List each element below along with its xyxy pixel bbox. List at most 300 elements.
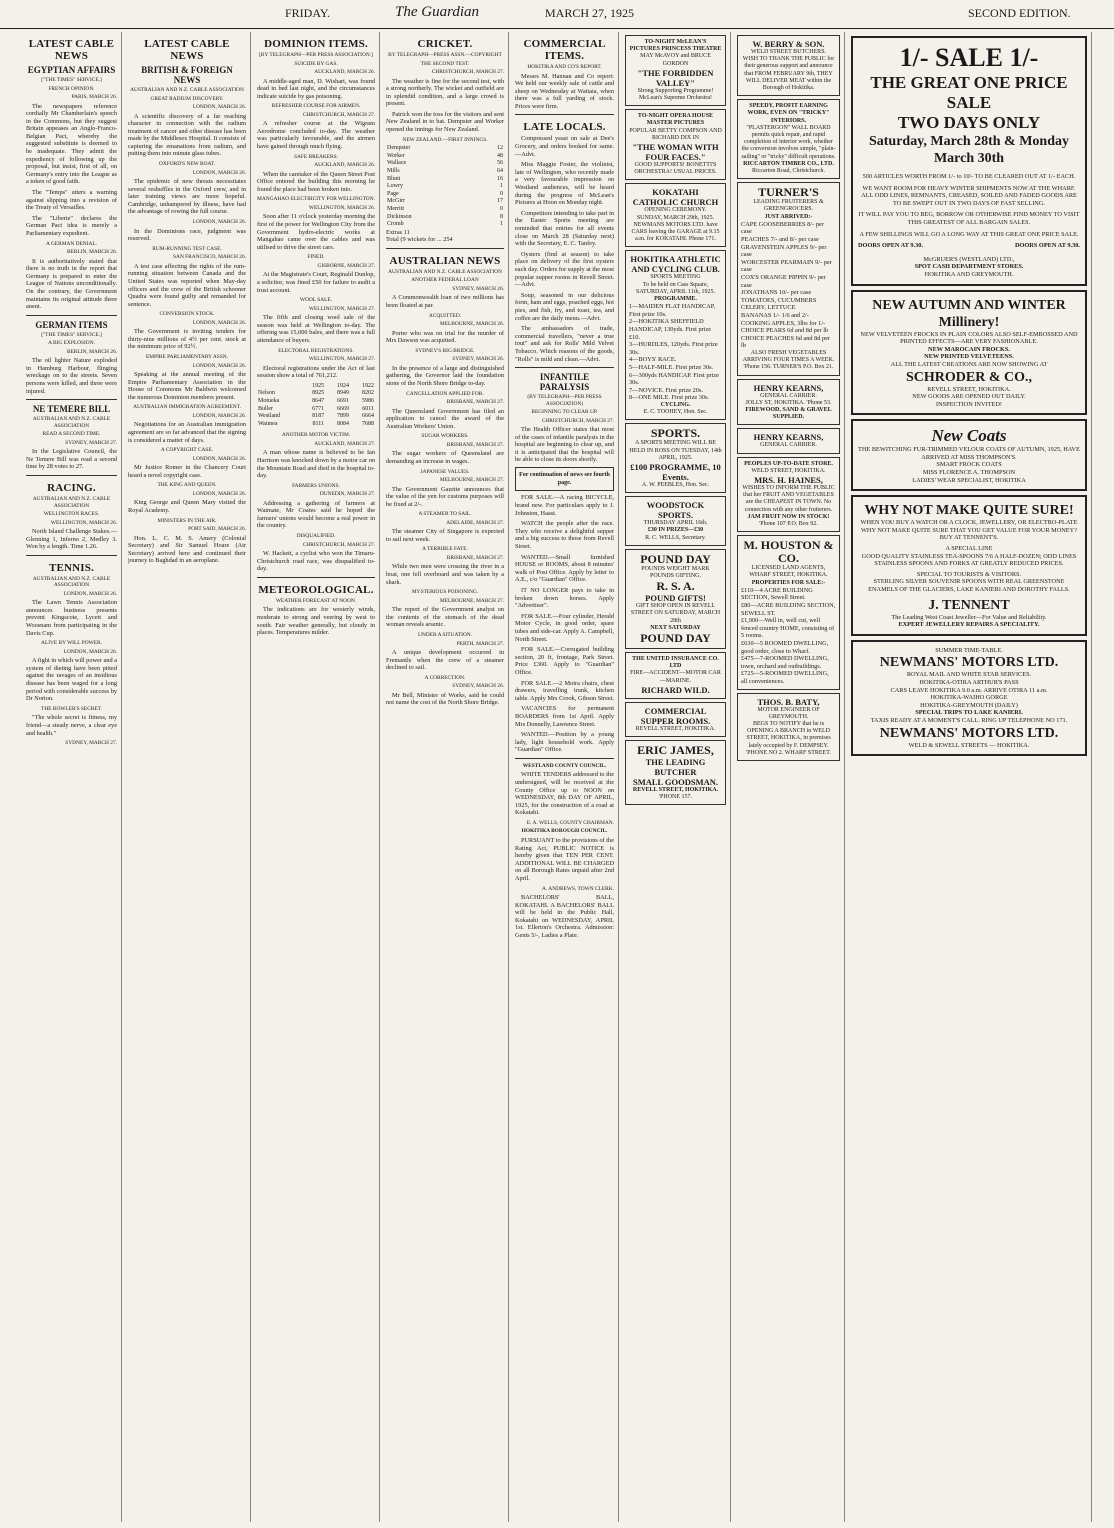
- table-cell: McGirr: [387, 198, 405, 205]
- motor-subhead: ANOTHER MOTOR VICTIM.: [281, 432, 351, 439]
- king-dateline: LONDON, MARCH 26.: [192, 490, 246, 497]
- masthead: [0, 0, 1114, 29]
- list-item: WORCESTER PEARMAIN 9/- per case: [741, 258, 832, 274]
- table-row: [386, 153, 504, 161]
- airmen-subhead: REFRESHER COURSE FOR AIRMEN.: [271, 103, 361, 110]
- kearns2-heading: HENRY KEARNS,: [753, 432, 824, 443]
- newmans-address: WELD & SEWELL STREETS — HOKITIKA.: [908, 741, 1030, 749]
- egypt-subhead: FRENCH OPINION.: [48, 85, 95, 92]
- turners-subhead: LEADING FRUITERERS & GREENGROCERS.: [753, 199, 824, 213]
- list-item: GRAVENSTEIN APPLES 9/- per case: [741, 243, 827, 259]
- table-cell: 0: [500, 205, 503, 212]
- mclean-pictures-ad: [625, 35, 726, 106]
- article-paragraph: Compressed yeast on sale at Dee's Grocery, and orders booked for same.—Advt.: [515, 135, 614, 158]
- electoral-subhead: ELECTORAL REGISTRATIONS.: [278, 347, 354, 354]
- kearns-heading: HENRY KEARNS,: [753, 382, 824, 393]
- denial-dateline: BERLIN, MARCH 26.: [66, 249, 117, 256]
- divider: [26, 315, 117, 316]
- article-paragraph: Electoral registrations under the Act of last session show a total of 761,212.: [257, 364, 375, 380]
- article-paragraph: The indications are for westerly winds, moderate to strong and veering by west to south. Fair weather generally, but cloudy in places. Temperatures milder.: [257, 606, 375, 637]
- insurance-subhead: FIRE—ACCIDENT—MOTOR CAR—MARINE.: [630, 670, 721, 684]
- article-paragraph: Addressing a gathering of farmers at Waimate, Mr Coates said he hoped the farmers' unions would become a real power in the country.: [257, 499, 375, 530]
- farmers-subhead: FARMERS UNIONS.: [292, 482, 340, 489]
- church-ad: [625, 183, 726, 247]
- houston-ad: [737, 535, 840, 689]
- coats-subhead: SMART FROCK COATS: [936, 461, 1002, 469]
- classified-ad: IT NO LONGER pays to take in broken down horses. Apply "Advertiser".: [515, 587, 614, 610]
- schroder-note: NEW GOODS ARE OPENED OUT DAILY.: [912, 393, 1026, 401]
- list-item: COX'S ORANGE PIPPIN 9/- per case: [741, 274, 826, 289]
- list-item: 8—ONE MILE. First prize 30s.: [629, 394, 710, 402]
- table-header-cell: 1925: [312, 382, 325, 389]
- column-4: [382, 32, 509, 1522]
- article-paragraph: W. Hackett, a cyclist who won the Timaru-Christchurch road race, was disqualified to-day.: [257, 550, 375, 573]
- baty-heading: THOS. B. BATY,: [757, 696, 820, 707]
- supper-subhead: REVELL STREET, HOKITIKA.: [635, 725, 716, 732]
- article-paragraph: Mr Bell, Minister of Works, said he could not name the cost of the North Shore Bridge.: [386, 691, 504, 707]
- situation-subhead: UNDER A SITUATION.: [417, 632, 473, 639]
- plastergon-heading: SPEEDY, PROFIT EARNING WORK, EVEN ON "TRICKY" INTERIORS.: [747, 103, 830, 124]
- church-body: NEWMANS MOTORS LTD. have CARS leaving the GARAGE at 9.15 a.m. for KOKATAHI. Phone 171.: [631, 221, 720, 243]
- kearns-note: FIREWOOD, SAND & GRAVEL SUPPLIED.: [745, 406, 832, 421]
- bowler-subhead: THE BOWLER'S SECRET.: [41, 705, 102, 712]
- table-cell: Wallace: [387, 160, 407, 167]
- millinery-body-1: NEW VELVETEEN FROCKS IN PLAIN COLORS ALSO SELF-EMBOSSED AND PRINTED EFFECTS—ARE VERY FASHIONABLE.: [860, 330, 1078, 346]
- turners-ad: [737, 182, 840, 375]
- table-cell: 8949: [337, 390, 350, 397]
- list-item: 5—HALF-MILE. First prize 30s.: [629, 364, 714, 372]
- list-item: £475—7-ROOMED DWELLING, town, orchard and outbuildings.: [741, 655, 829, 670]
- list-item: £725—5-ROOMED DWELLING, all conveniences.: [741, 670, 829, 685]
- eric-phone: 'PHONE 157.: [658, 794, 693, 801]
- special-heading: A SPECIAL LINE: [945, 545, 993, 553]
- table-header-cell: 1922: [362, 382, 374, 389]
- divider: [257, 577, 375, 578]
- council-signature: E. A. WELLS, COUNTY CHAIRMAN.: [526, 819, 614, 826]
- berry-heading: W. BERRY & SON.: [752, 39, 825, 49]
- table-cell: Motueka: [258, 397, 280, 404]
- tennis-credit: AUSTRALIAN AND N.Z. CABLE ASSOCIATION: [32, 575, 111, 589]
- immigration-dateline: LONDON, MARCH 26.: [192, 412, 246, 419]
- infant-subhead: BEGINNING TO CLEAR UP.: [531, 409, 598, 416]
- divider: [515, 758, 614, 759]
- tennent-expert: EXPERT JEWELLERY REPAIRS A SPECIALITY.: [898, 621, 1040, 629]
- plastergon-ad: [737, 99, 840, 179]
- mcgruer-subhead: SPOT CASH DEPARTMENT STORES.: [914, 263, 1024, 271]
- thompson-subhead: LADIES' WEAR SPECIALIST, HOKITIKA: [912, 476, 1026, 484]
- list-item: PEACHES 7/- and 8/- per case: [741, 236, 819, 244]
- article-paragraph: The fifth and closing wool sale of the season was held at Wellington to-day. The offering was 15,000 bales, and there was a full attendance of buyers.: [257, 314, 375, 344]
- special-body: GOOD QUALITY STAINLESS TEA-SPOONS 7/6 A HALF-DOZEN; ODD LINES STAINLESS SPOONS AND FORKS AT GREATLY REDUCED PRICES.: [861, 552, 1077, 568]
- heading-racing: RACING.: [47, 482, 96, 494]
- table-cell: 12: [497, 145, 503, 152]
- baty-subhead: MOTOR ENGINEER OF GREYMOUTH.: [757, 706, 820, 720]
- article-paragraph: The ambassadors of trade, commercial travellers, "never a true tout" and ask for Rolls' Mild Velvet Tobacco. Which reasons of the goods, "Rolls" is mild and clean.—Advt.: [515, 325, 614, 363]
- houston-property-list: [741, 587, 836, 686]
- why-body: WHEN YOU BUY A WATCH OR A CLOCK, JEWELLERY, OR ELECTRO-PLATE WHY NOT MAKE QUITE SURE THAT YOU GET VALUE FOR YOUR MONEY? BUY AT TENNENT'S.: [860, 519, 1078, 542]
- radium-dateline: LONDON, MARCH 26.: [192, 104, 246, 110]
- table-row: [257, 421, 375, 429]
- conversion-dateline: LONDON, MARCH 26.: [192, 319, 246, 326]
- tourist-body: STERLING SILVER SOUVENIR SPOONS WITH REAL GREENSTONE ENAMELS OF THE GLACIERS, LAKE KANIERI AND DOROTHY FALLS.: [868, 578, 1070, 593]
- houston-heading: M. HOUSTON & CO.: [743, 538, 834, 566]
- wool-subhead: WOOL SALE.: [299, 297, 333, 304]
- list-item: 7—NOVICE. First prize 20s.: [629, 386, 703, 394]
- list-item: 4—BOYS' RACE.: [629, 356, 677, 364]
- column-1: [22, 32, 122, 1522]
- opera-cast: POPULAR BETTY COMPSON AND RICHARD DIX IN: [629, 127, 722, 141]
- article-paragraph: A man whose name is believed to be Ian Harrison was knocked down by a motor car on the Mountain Road and died in the hospital to-day.: [257, 449, 375, 480]
- sydney-dateline: SYDNEY, MARCH 27.: [65, 740, 117, 747]
- tennent-ad: [851, 495, 1087, 636]
- col4-credit: BY TELEGRAPH—PRESS ASSN.—COPYRIGHT: [388, 52, 502, 58]
- table-row: [386, 221, 504, 229]
- article-paragraph: The Government Gazette announces that the value of the yen for customs purposes will be fixed at 2/-.: [386, 485, 504, 508]
- oxford-dateline: LONDON, MARCH 26.: [192, 169, 246, 176]
- newmans-bottom-heading: NEWMANS' MOTORS LTD.: [879, 725, 1059, 741]
- article-paragraph: The Lawn Tennis Association announces business presents prevent Kingscote, Lycett and Woosnam from participating in the Davis Cup.: [26, 599, 117, 637]
- table-cell: Dempster: [387, 145, 411, 152]
- table-row: [257, 390, 375, 398]
- article-paragraph: Oysters (find at season) to take place on delivery of the first oysters each day. Orders for supply at the most popular supper rooms in Revell Street.—Advt.: [515, 250, 614, 289]
- table-cell: Blunt: [387, 175, 401, 182]
- article-paragraph: North Island Challenge Stakes.—Glenning 1, Inferno 2, Medley 3. Won by a length. Time 1.26.: [26, 528, 117, 551]
- table-row: [257, 406, 375, 414]
- list-item: £630—5 ROOMED DWELLING, good order, close to Wharf.: [741, 639, 829, 655]
- classified-ad: FOR SALE.—Corrugated building section, 20 ft, frontage, Park Street. Price £360. Apply to "Guardian" Office.: [515, 646, 614, 676]
- waiho-heading: HOKITIKA-WAIHO GORGE: [930, 694, 1008, 702]
- immigration-subhead: AUSTRALIAN IMMIGRATION AGREEMENT.: [133, 404, 241, 411]
- athletic-secretary: E. C. TOOHEY, Hon. Sec.: [643, 409, 708, 416]
- oxford-subhead: OXFORD'S NEW BOAT.: [158, 161, 216, 168]
- infant-dateline: CHRISTCHURCH, MARCH 27.: [541, 417, 614, 424]
- tourist-heading: SPECIAL TO TOURISTS & VISITORS.: [916, 570, 1022, 578]
- racing-credit: AUSTRALIAN AND N.Z. CABLE ASSOCIATION: [32, 496, 111, 509]
- pictures-title: "THE FORBIDDEN VALLEY": [637, 67, 714, 88]
- millinery-body-3: NEW PRINTED VELVETEENS.: [924, 353, 1014, 361]
- column-5: [511, 32, 619, 1522]
- farmers-dateline: DUNEDIN, MARCH 27.: [319, 491, 375, 498]
- fined-dateline: GISBORNE, MARCH 27.: [317, 262, 375, 269]
- tennis-dateline: LONDON, MARCH 26.: [63, 590, 117, 597]
- newmans-timetable-ad: [851, 640, 1087, 756]
- correction-subhead: A CORRECTION.: [424, 674, 466, 681]
- haines-top: PEOPLES UP-TO-DATE STORE.: [744, 460, 833, 467]
- rum-subhead: RUM-RUNNING TEST CASE.: [152, 245, 222, 252]
- houston-forsale: PROPERTIES FOR SALE:-: [751, 579, 826, 586]
- poisoning-subhead: MYSTERIOUS POISONING.: [411, 589, 479, 596]
- divider: [386, 248, 504, 249]
- table-row: [386, 168, 504, 176]
- cancellation-dateline: BRISBANE, MARCH 27.: [446, 399, 504, 406]
- otira-body: CARS LEAVE HOKITIKA 9.0 a.m. ARRIVE OTIRA 11 a.m.: [890, 686, 1048, 694]
- article-paragraph: Soup, seasoned in our delicious form, ham and eggs, poached eggs, hot pies, and fish, fry, and toast, tea, and coffee are the daily menu.—Advt.: [515, 291, 614, 322]
- sale-doors: [858, 242, 1080, 250]
- heading-dominion: DOMINION ITEMS.: [264, 38, 368, 50]
- electoral-dateline: WELLINGTON, MARCH 27.: [308, 356, 375, 363]
- kearns-ad-2: [737, 428, 840, 453]
- turners-item-list: [741, 221, 836, 350]
- heading-commercial: COMMERCIAL ITEMS.: [523, 38, 606, 62]
- table-cell: 6011: [362, 405, 374, 412]
- bridge-dateline: SYDNEY, MARCH 26.: [452, 356, 504, 363]
- classified-ad: WANTED.—Small furnished HOUSE or ROOMS, about 8 minutes' walk of Post Office. Apply by letter to A.E., c/o "Guardian" Office.: [515, 553, 614, 584]
- haines-phone: 'Phone 107 P.O. Box 92.: [759, 521, 818, 527]
- continuation-note: [515, 467, 614, 491]
- church-date: SUNDAY, MARCH 29th, 1925.: [636, 214, 715, 221]
- ministers-dateline: PORT SAID, MARCH 26.: [188, 526, 246, 533]
- article-paragraph: Miss Maggie Foster, the violinist, late of Wellington, who recently made a very favourable impression on Westland audiences, will be heard during the progress of McLean's Pictures at Hoon on Monday night.: [515, 161, 614, 207]
- aus-credit: AUSTRALIAN AND N.Z. CABLE ASSOCIATION: [388, 268, 502, 275]
- rsa-heading: R. S. A.: [656, 579, 695, 594]
- article-paragraph: A refresher course at the Wigram Aerodrome concluded to-day. The weather was particularly favourable, and the airmen have gained through much flying.: [257, 120, 375, 151]
- athletic-heading: HOKITIKA ATHLETIC AND CYCLING CLUB.: [630, 254, 721, 275]
- eric-subhead: THE LEADING BUTCHER: [645, 757, 706, 778]
- electoral-table: [257, 383, 375, 429]
- classified-ad: FOR SALE.—Four cylinder, Herald Motor Cycle, in good order, spare tubes and side-car. Apply A. Campbell, North Street.: [515, 612, 614, 643]
- rum-dateline: SAN FRANCISCO, MARCH 26.: [173, 254, 246, 261]
- greymouth-heading: HOKITIKA-GREYMOUTH (DAILY): [920, 701, 1018, 709]
- otira-heading: HOKITIKA-OTIRA ARTHUR'S PASS: [919, 678, 1019, 686]
- table-cell: 6691: [337, 397, 350, 404]
- article-paragraph: The weather is fine for the second test, with a strong northerly. The wicket and outfield are in splendid condition, and a large crowd is present.: [386, 77, 504, 108]
- situation-dateline: PERTH, MARCH 27.: [456, 640, 504, 647]
- plastergon-body: "PLASTERGON" WALL BOARD permits quick repair, and rapid completion of interior work, whether the conversion involves simple, "plain-sailing" or "tricky" difficult operations.: [741, 124, 836, 160]
- list-item: JONATHANS 10/- per case: [741, 289, 812, 297]
- table-cell: Dickinson: [387, 213, 412, 220]
- woodstock-prize: £30 IN PRIZES—£30: [647, 527, 704, 534]
- article-paragraph: At the Magistrate's Court, Reginald Dunlop, a solicitor, was fined £50 for failure to audit a trust account.: [257, 271, 375, 294]
- german-credit: ["THE TIMES" SERVICE.]: [41, 331, 102, 338]
- pound-shop: GIFT SHOP OPEN IN REVELL STREET ON SATURDAY, MARCH 28th: [630, 603, 721, 624]
- copyright-subhead: A COPYRIGHT CASE.: [160, 447, 214, 454]
- eric-small: SMALL GOODSMAN.: [632, 777, 718, 788]
- special-trips: SPECIAL TRIPS TO LAKE KANIERI.: [915, 709, 1023, 717]
- fate-dateline: BRISBANE, MARCH 27.: [446, 554, 504, 561]
- table-cell: Mills: [387, 167, 400, 174]
- test-dateline: CHRISTCHURCH, MARCH 27.: [431, 69, 504, 75]
- insurance-heading: THE UNITED INSURANCE CO. LTD: [632, 656, 719, 670]
- turners-heading: TURNER'S: [758, 185, 819, 200]
- table-header-cell: [257, 383, 300, 391]
- table-cell: 16: [497, 175, 503, 182]
- article-paragraph: A test case affecting the rights of the rum-running situation between Canada and the United States was reported when May-day officers and the crew of the British schooner Quadra were found guilty and remanded for sentence.: [128, 262, 246, 308]
- suicide-dateline: AUCKLAND, MARCH 26.: [314, 69, 375, 75]
- sale-body-4: A FEW SHILLINGS WILL GO A LONG WAY AT THIS GREAT ONE PRICE SALE.: [859, 230, 1079, 238]
- athletic-ad: [625, 250, 726, 420]
- article-paragraph: The oil lighter Nature exploded in Hamburg Harbour, flinging wreckage on to the streets. Seven persons were killed, and three were injured.: [26, 357, 117, 395]
- pound-gifts: POUND GIFTS!: [645, 593, 706, 604]
- article-paragraph: A unique development occurred in Fremantle when the crew of a steamer declined to sail.: [386, 649, 504, 672]
- article-paragraph: The Health Officer states that most of the cases of infantile paralysis in the hospital are beginning to clear up, and it is anticipated that the hospital will be able to close its doors shortly.: [515, 426, 614, 464]
- classified-ad: FOR SALE.—2 Moira chairs, chest drawers, travelling trunk, kitchen table. Apply Mrs Crook, Gibson Street.: [515, 679, 614, 702]
- mcgruer-address: HOKITIKA AND GREYMOUTH.: [924, 270, 1014, 278]
- sale-doors-left: DOORS OPEN AT 9.30.: [858, 242, 924, 250]
- egypt-credit: ["THE TIMES" SERVICE.]: [41, 77, 102, 83]
- table-cell: Worker: [387, 152, 405, 159]
- article-paragraph: A middle-aged man, D. Wishart, was found dead in bed last night, and the circumstances indicate suicide by gas poisoning.: [257, 77, 375, 100]
- masthead-paper: The Guardian: [395, 4, 480, 20]
- sale-heading: 1/- SALE 1/-: [899, 43, 1039, 72]
- correction-dateline: SYDNEY, MARCH 26.: [452, 683, 504, 690]
- table-cell: Merritt: [387, 205, 404, 212]
- column-3: [253, 32, 380, 1522]
- heading-infantile: INFANTILE PARALYSIS: [539, 372, 590, 393]
- heading-cable-news: LATEST CABLE NEWS: [28, 38, 115, 62]
- article-paragraph: Competitors intending to take part in the Easter Sports meeting are reminded that entries for all events close on March 28 (Saturday next) with the Secretary, E. C. Tanfey.: [515, 209, 614, 248]
- supper-heading: COMMERCIAL SUPPER ROOMS.: [640, 705, 711, 726]
- weather-subhead: WEATHER FORECAST AT NOON.: [275, 597, 357, 604]
- council-heading: WESTLAND COUNTY COUNCIL.: [522, 762, 607, 769]
- alive-subhead: ALIVE BY WILL POWER.: [41, 640, 102, 647]
- table-cell: 7688: [362, 420, 374, 427]
- acquitted-dateline: MELBOURNE, MARCH 26.: [439, 321, 504, 328]
- list-item: CAPE GOOSEBERRIES 8/- per case: [741, 220, 824, 236]
- explosion-dateline: BERLIN, MARCH 26.: [66, 348, 117, 355]
- athletic-cycling: CYCLING.: [660, 401, 691, 408]
- loan-subhead: ANOTHER FEDERAL LOAN: [411, 277, 479, 284]
- opera-house-ad: [625, 109, 726, 180]
- turners-vegetables: ALSO FRESH VEGETABLES ARRIVING FOUR TIMES A WEEK.: [742, 349, 835, 364]
- insurance-ad: [625, 652, 726, 699]
- heading-late-locals: LATE LOCALS.: [523, 121, 606, 134]
- wool-dateline: WELLINGTON, MARCH 27.: [308, 305, 375, 312]
- notice-paragraph: WHITE TENDERS addressed to the undersigned, will be received at the County Office up to NOON on WEDNESDAY, 8th DAY OF APRIL, 1925, for the construction of a road at Kokatahi.: [515, 771, 614, 817]
- loan-dateline: SYDNEY, MARCH 26.: [452, 285, 504, 292]
- berry-ad: [737, 35, 840, 96]
- haines-ad: [737, 457, 840, 533]
- divider: [26, 475, 117, 476]
- table-cell: 8202: [362, 390, 374, 397]
- table-cell: Cromb: [387, 221, 404, 228]
- pictures-cast: MAY McAVOY and BRUCE GORDON: [640, 53, 711, 67]
- column-7: [733, 32, 845, 1522]
- athletic-programme: PROGRAMME.: [654, 296, 697, 303]
- sports-ad: [625, 423, 726, 493]
- taxis: TAXIS READY AT A MOMENT'S CALL. RING UP TELEPHONE NO 171.: [870, 716, 1068, 724]
- list-item: CHOICE PEACHES 6d and 8d per lb: [741, 334, 831, 350]
- cancellation-subhead: CANCELLATION APPLIED FOR.: [406, 390, 484, 397]
- list-item: 6—300yds HANDICAP. First prize 30s.: [629, 371, 719, 387]
- classified-ad: FOR SALE.—A racing BICYCLE, brand new. For particulars apply to J. Johnston, Haast.: [515, 494, 614, 517]
- berry-body: WISH TO THANK THE PUBLIC for their generous support and announce that FROM FEBRUARY 9th, THEY WILL DELIVER MEAT within the Borough of Hokitika.: [742, 56, 835, 92]
- borough-heading: HOKITIKA BOROUGH COUNCIL.: [521, 828, 608, 835]
- empire-dateline: LONDON, MARCH 26.: [192, 362, 246, 369]
- table-cell: 8: [500, 213, 503, 220]
- racing-dateline: WELLINGTON, MARCH 26.: [50, 519, 117, 526]
- table-cell: 8647: [312, 397, 325, 404]
- article-paragraph: "The whole secret is fitness, my friend—a steady nerve, a clear eye and health.": [26, 714, 117, 737]
- new-coats-ad: [851, 419, 1087, 491]
- electricity-subhead: MANGAHAO ELECTRICITY FOR WELLINGTON.: [257, 196, 375, 203]
- opera-title: "THE WOMAN WITH FOUR FACES.": [632, 142, 719, 163]
- table-cell: 7899: [337, 413, 350, 420]
- newmans-subhead: ROYAL MAIL AND WHITE STAR SERVICES.: [906, 671, 1032, 679]
- table-cell: Buller: [258, 405, 273, 412]
- list-item: COOKING APPLES, 3lbs for 1/-: [741, 319, 826, 327]
- sports-heading: SPORTS.: [650, 426, 701, 441]
- millinery-body-4: ALL THE LATEST CREATIONS ARE NOW SHOWING AT: [890, 360, 1048, 368]
- article-paragraph: It is authoritatively stated that there is no truth in the report that Germany is prepared to enter the League of Nations unconditionally. On the contrary, the Government maintains its original attitude there anent.: [26, 257, 117, 311]
- table-row: [386, 145, 504, 153]
- explosion-subhead: A BIG EXPLOSION.: [48, 340, 95, 347]
- classified-ad: WATCH the people after the race. They who receive a delightful supper and a big success to those from Revell Street.: [515, 520, 614, 551]
- tennent-heading: J. TENNENT: [928, 597, 1010, 613]
- sale-date: Saturday, March 28th & Monday March 30th: [868, 134, 1070, 166]
- list-item: £80—ACRE BUILDING SECTION, SEWELL ST.: [741, 602, 836, 617]
- article-paragraph: Negotiations for an Australian immigration agreement are so far advanced that the signing is considered a matter of days.: [128, 421, 246, 444]
- notice-paragraph: PURSUANT to the provisions of the Rating Act, PUBLIC NOTICE is hereby given that TEN PER CENT. ADDITIONAL WILL BE CHARGED on all Borough Rates unpaid after 2nd April.: [515, 836, 614, 882]
- masthead-edition: SECOND EDITION.: [968, 6, 1071, 20]
- pictures-note: Strong Supporting Programme! McLean's Supreme Orchestra!: [637, 87, 714, 102]
- opera-note: GOOD SUPPORTS! BONETTI'S ORCHESTRA! USUAL PRICES.: [634, 162, 717, 176]
- haines-address: WELD STREET, HOKITIKA.: [751, 467, 826, 474]
- heading-egypt: EGYPTIAN AFFAIRS: [27, 65, 116, 75]
- table-cell: 56: [497, 160, 503, 167]
- col2-credit: AUSTRALIAN AND N.Z. CABLE ASSOCIATION: [130, 87, 244, 93]
- table-cell: 64: [497, 167, 503, 174]
- masthead-date: MARCH 27, 1925: [545, 6, 635, 20]
- table-cell: Nelson: [258, 390, 275, 397]
- temere-subhead: READ A SECOND TIME.: [42, 431, 101, 438]
- table-cell: 17: [497, 198, 503, 205]
- list-item: CHOICE PEARS 6d and 8d per lb: [741, 327, 829, 335]
- table-cell: Waimea: [258, 420, 278, 427]
- table-row: [386, 214, 504, 222]
- divider: [515, 114, 614, 115]
- article-paragraph: Mr Justice Romer in the Chancery Court heard a novel copyright case.: [128, 464, 246, 479]
- eric-heading: ERIC JAMES,: [637, 743, 714, 758]
- classified-ad: WANTED.—Position by a young lady, light household work. Apply "Guardian" Office.: [515, 731, 614, 754]
- houston-subhead: LICENSED LAND AGENTS,: [751, 565, 826, 572]
- table-row: [386, 198, 504, 206]
- ministers-subhead: MINISTERS IN THE AIR.: [157, 517, 217, 524]
- commercial-subhead: HOKITIKA AND CO'S REPORT.: [527, 64, 602, 70]
- heading-latest-cable: LATEST CABLE NEWS: [144, 38, 230, 62]
- table-cell: 8187: [312, 413, 325, 420]
- test-subhead: THE SECOND TEST.: [420, 60, 470, 67]
- article-paragraph: The newspapers reference cordially Mr Chamberlain's speech in the Commons, but they suggest Britain appeases an Anglo-Franco-Belgian Pact, whereby the suggested substitute is deemed to be inadequate. They admit the expediency of following up the proposal, but insist, first of all, on Germany's entry into the League as a token of good faith.: [26, 102, 117, 186]
- schroder-address: REVELL STREET, HOKITIKA.: [927, 385, 1011, 393]
- kearns2-subhead: GENERAL CARRIER.: [760, 442, 817, 449]
- fate-subhead: A TERRIBLE FATE.: [422, 546, 468, 553]
- denial-subhead: A GERMAN DENIAL.: [45, 240, 98, 247]
- scorecard-table: [386, 145, 504, 229]
- conversion-subhead: CONVERSION STOCK.: [159, 311, 215, 318]
- haines-body: WISHES TO INFORM THE PUBLIC that her FRUIT AND VEGETABLES are the CHEAPEST IN TOWN. No connection with any other fruiterers.: [742, 484, 835, 513]
- heading-cricket: CRICKET.: [417, 38, 473, 50]
- article-paragraph: When the caretaker of the Queen Street Post Office entered the building this morning he found the place had been broken into.: [257, 170, 375, 193]
- article-paragraph: Messrs M. Hannan and Co report: We held our weekly sale of cattle and sheep on Wednesday at Waitaia, when there was a full yarding of stock. Prices were firm.: [515, 72, 614, 110]
- kearns-ad: [737, 379, 840, 426]
- list-item: £110—4 ACRE BUILDING SECTION, Sewell Street.: [741, 586, 813, 602]
- divider: [26, 399, 117, 400]
- timetable-heading: SUMMER TIME-TABLE.: [935, 646, 1003, 654]
- baty-ad: [737, 693, 840, 761]
- article-paragraph: The "Temps" utters a warning against slipping into a revision of the Treaty of Versailles.: [26, 189, 117, 212]
- borough-signature: A. ANDREWS, TOWN CLERK.: [542, 885, 614, 892]
- woodstock-signature: R. C. WELLS, Secretary.: [645, 534, 706, 541]
- heading-german: GERMAN ITEMS: [35, 319, 108, 330]
- haines-heading: MRS. H. HAINES,: [754, 474, 823, 485]
- article-paragraph: Hon. L. C. M. S. Amery (Colonial Secretary) and Sir Samuel Hoare (Air Secretary) arrived here and continued their journey to Baghdad in an aeroplane.: [128, 534, 246, 565]
- masthead-day: FRIDAY.: [285, 6, 331, 20]
- disqualified-subhead: DISQUALIFIED.: [296, 533, 336, 540]
- racing-subhead: WELLINGTON RACES.: [43, 511, 100, 517]
- sale-days: TWO DAYS ONLY: [897, 113, 1041, 132]
- temere-credit: AUSTRALIAN AND N.Z. CABLE ASSOCIATION: [32, 416, 111, 429]
- berry-subhead: WELD STREET BUTCHERS.: [750, 49, 827, 55]
